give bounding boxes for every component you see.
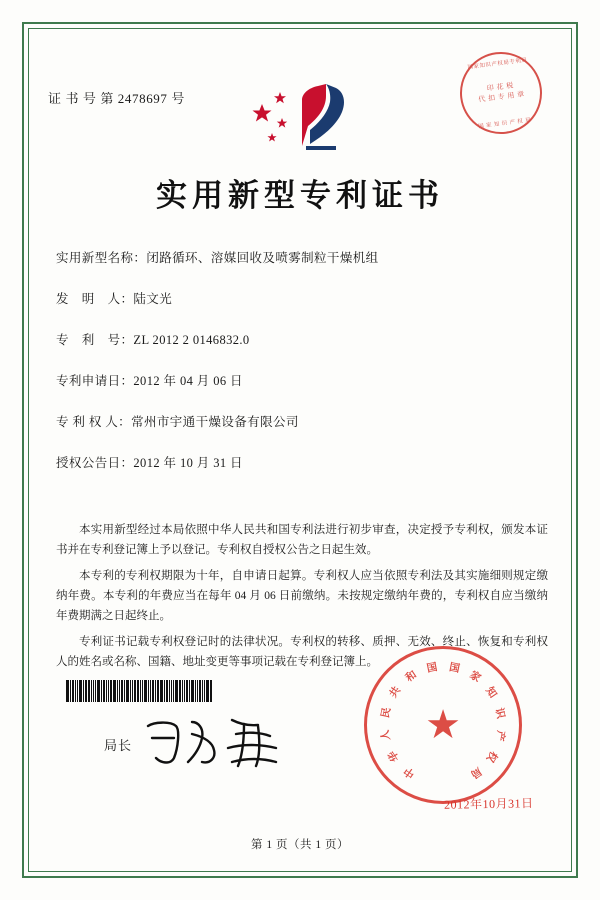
field-row [56, 373, 546, 390]
paragraph: 专利证书记载专利权登记时的法律状况。专利权的转移、质押、无效、终止、恢复和专利权人的姓名或名称、国籍、地址变更等事项记载在专利登记簿上。 [56, 636, 548, 668]
field-label: 发 明 人： [56, 292, 134, 306]
tax-stamp-arc-top: 国家知识产权局专利局 [467, 57, 528, 71]
field-value: 常州市宇通干燥设备有限公司 [131, 415, 299, 429]
border-corner-top-right [560, 22, 578, 40]
certificate-number: 证 书 号 第 2478697 号 [48, 91, 185, 106]
fields-list [56, 250, 546, 496]
field-value: 闭路循环、溶媒回收及喷雾制粒干燥机组 [146, 251, 379, 265]
field-row [56, 414, 546, 431]
field-row [56, 332, 546, 349]
field-label: 实用新型名称： [56, 251, 147, 265]
border-corner-top-left [22, 22, 40, 40]
seal-ring-text: 中 华 人 民 共 和 国 国 家 知 识 产 权 局 [380, 662, 506, 780]
page-title: 实用新型专利证书 [156, 178, 444, 213]
field-label: 专 利 号： [56, 333, 134, 347]
field-row [56, 291, 546, 308]
field-value: 陆文光 [133, 292, 173, 306]
seal-date: 2012年10月31日 [444, 796, 535, 812]
director-label: 局长 [104, 738, 133, 753]
border-corner-bottom-left [22, 860, 40, 878]
barcode [66, 680, 256, 702]
field-label: 授权公告日： [56, 456, 134, 470]
sipo-logo-icon [240, 78, 360, 156]
field-label: 专利申请日： [56, 374, 134, 388]
star-emblem-icon: ★ [425, 702, 461, 747]
border-corner-bottom-right [560, 860, 578, 878]
tax-stamp-line-2: 代 扣 专 用 章 [477, 90, 526, 104]
paragraph: 本专利的专利权期限为十年，自申请日起算。专利权人应当依照专利法及其实施细则规定缴纳年费。本专利的年费应当在每年 04 月 06 日前缴纳。未按规定缴纳年费的，专利权自应当缴纳年费期满之日起终止。 [56, 570, 548, 622]
field-label: 专 利 权 人： [56, 415, 132, 429]
page-footer: 第 1 页（共 1 页） [251, 839, 349, 851]
field-row [56, 455, 546, 472]
tax-stamp-line-1: 印 花 税 [486, 81, 515, 93]
paragraph: 本实用新型经过本局依照中华人民共和国专利法进行初步审查，决定授予专利权，颁发本证书并在专利登记簿上予以登记。专利权自授权公告之日起生效。 [56, 524, 548, 556]
field-row [56, 250, 546, 267]
tax-stamp-arc-bottom: 国 家 知 识 产 权 局 [477, 117, 532, 130]
field-value: 2012 年 10 月 31 日 [133, 456, 243, 470]
field-value: 2012 年 04 月 06 日 [133, 374, 243, 388]
field-value: ZL 2012 2 0146832.0 [133, 333, 250, 347]
director-signature [140, 712, 290, 774]
official-round-seal [364, 646, 522, 804]
